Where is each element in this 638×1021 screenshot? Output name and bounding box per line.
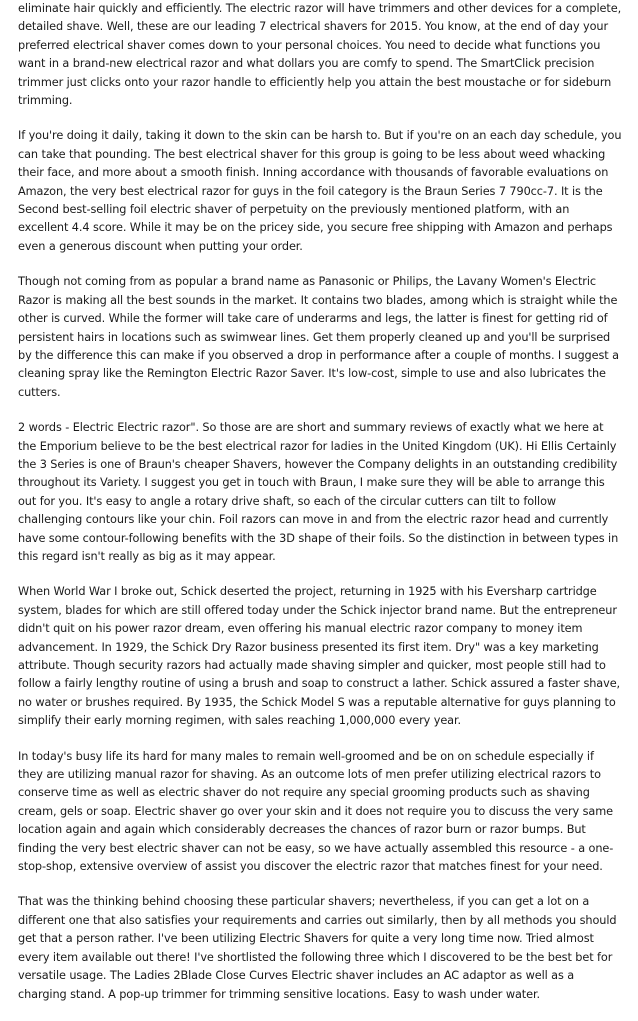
paragraph-3: Though not coming from as popular a brand name as Panasonic or Philips, the Lavany Women's Electric Razor is making all the best sounds in the market. It contains two blades, among which is straight while the other is curved. While the former will take care of underarms and legs, the latter is finest for getting rid of persistent hairs in locations such as swimwear lines. Get them properly cleaned up and you'll be surprised by the difference this can make if you observed a drop in performance after a couple of months. I suggest a cleaning spray like the Remington Electric Razor Saver. It's low-cost, simple to use and also lubricates the cutters.	[18, 275, 619, 399]
paragraph-6: In today's busy life its hard for many males to remain well-groomed and be on on schedule especially if they are utilizing manual razor for shaving. As an outcome lots of men prefer utilizing electrical razors to conserve time as well as electric shaver do not require any special grooming products such as shaving cream, gels or soap. Electric shaver go over your skin and it does not require you to discuss the very same location again and again which considerably decreases the chances of razor burn or razor bumps. But finding the very best electric shaver can not be easy, so we have actually assembled this resource - a one-stop-shop, extensive overview of assist you discover the electric razor that matches finest for your need.	[18, 749, 614, 874]
paragraph-1: eliminate hair quickly and efficiently. The electric razor will have trimmers and other devices for a complete, detailed shave. Well, these are our leading 7 electrical shavers for 2015. You know, at the end of day your preferred electrical shaver comes down to your personal choices. You need to decide what functions you want in a brand-new electrical razor and what dollars you are comfy to spend. The SmartClick precision trimmer just clicks onto your razor handle to efficiently help you attain the best moustache or for sideburn trimming.	[18, 2, 622, 108]
paragraph-4: 2 words - Electric Electric razor". So those are are short and summary reviews of exactly what we here at the Emporium believe to be the best electrical razor for ladies in the United Kingdom (UK). Hi Ellis Certainly the 3 Series is one of Braun's cheaper Shavers, however the Company delights in an outstanding credibility throughout its Variety. I suggest you get in touch with Braun, I make sure they will be able to arrange this out for you. It's easy to angle a rotary drive shaft, so each of the circular cutters can tilt to follow challenging contours like your chin. Foil razors can move in and from the electric razor head and currently have some contour-following benefits with the 3D shape of their foils. So the distinction in between types in this regard isn't really as big as it may appear.	[18, 421, 619, 563]
document-body	[18, 0, 622, 1021]
paragraph-5: When World War I broke out, Schick deserted the project, returning in 1925 with his Eversharp cartridge system, blades for which are still offered today under the Schick injector brand name. But the entrepreneur didn't quit on his power razor dream, even offering his manual electric razor company to money item advancement. In 1929, the Schick Dry Razor business presented its first item. Dry" was a key marketing attribute. Though security razors had actually made shaving simpler and quicker, most people still had to follow a fairly lengthy routine of using a brush and soap to construct a lather. Schick assured a faster shave, no water or brushes required. By 1935, the Schick Model S was a reputable alternative for guys planning to simplify their early morning regimen, with sales reaching 1,000,000 every year.	[18, 585, 621, 728]
paragraph-7: That was the thinking behind choosing these particular shavers; nevertheless, if you can get a lot on a different one that also satisfies your requirements and carries out similarly, then by all methods you should get that a person rather. I've been utilizing Electric Shavers for quite a very long time now. Tried almost every item available out there! I've shortlisted the following three which I discovered to be the best bet for versatile usage. The Ladies 2Blade Close Curves Electric shaver includes an AC adaptor as well as a charging stand. A pop-up trimmer for trimming sensitive locations. Easy to wash under water.	[18, 895, 617, 1001]
paragraph-2: If you're doing it daily, taking it down to the skin can be harsh to. But if you're on an each day schedule, you can take that pounding. The best electrical shaver for this group is going to be less about weed whacking their face, and more about a smooth finish. Inning accordance with thousands of favorable evaluations on Amazon, the very best electrical razor for guys in the foil category is the Braun Series 7 790cc-7. It is the Second best-selling foil electric shaver of perpetuity on the previously mentioned platform, with an excellent 4.4 score. While it may be on the pricey side, you secure free shipping with Amazon and perhaps even a generous discount when putting your order.	[18, 129, 622, 253]
